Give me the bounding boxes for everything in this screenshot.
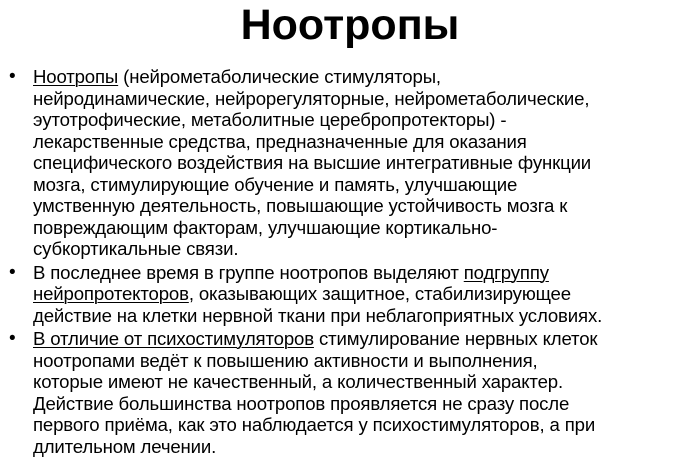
text-line — [33, 328, 700, 350]
text-line — [33, 66, 700, 88]
term-psychostimulants: В отличие от психостимуляторов — [33, 328, 314, 349]
bullet-dot-icon: • — [9, 66, 16, 87]
text-line: длительном лечении. — [33, 435, 217, 457]
bullet-text — [33, 262, 700, 327]
bullet-neuroprotectors — [0, 262, 700, 327]
text-line: повреждающим факторам, улучшающие кортикально- — [33, 216, 498, 238]
bullet-list — [0, 66, 700, 459]
bullet-definition — [0, 66, 700, 260]
text-line — [33, 262, 700, 284]
term-subgroup: подгруппу — [463, 261, 549, 283]
text-line: субкортикальные связи. — [33, 238, 239, 259]
text-line: которые имеют не качественный, а количественный характер. — [33, 371, 563, 392]
term-nootropics: Ноотропы — [33, 66, 119, 87]
term-neuroprotectors: нейропротекторов — [33, 283, 189, 304]
text-line: нейродинамические, нейрорегуляторные, нейрометаболические, — [33, 87, 590, 109]
bullet-dot-icon: • — [9, 261, 16, 283]
text-line: действие на клетки нервной ткани при неблагоприятных условиях. — [33, 304, 603, 326]
text-line: ноотропами ведёт к повышению активности и выполнения, — [33, 349, 538, 371]
text-line: Действие большинства ноотропов проявляется не сразу после — [33, 392, 570, 414]
text-line: мозга, стимулирующие обучение и память, улучшающие — [33, 173, 518, 195]
bullet-psychostimulants — [0, 328, 700, 457]
text-line: эутотрофические, метаболитные церебропротекторы) - — [33, 109, 507, 130]
text-span: В последнее время в группе ноотропов выделяют — [33, 261, 464, 283]
text-span: стимулирование нервных клеток — [313, 328, 598, 349]
text-span: (нейрометаболические стимуляторы, — [118, 66, 441, 87]
text-line: умственную деятельность, повышающие устойчивость мозга к — [33, 195, 568, 216]
bullet-text — [33, 66, 700, 260]
slide-title: Ноотропы — [240, 1, 460, 49]
text-line — [33, 283, 700, 305]
text-line: специфического воздействия на высшие интегративные функции — [33, 152, 592, 173]
text-line: первого приёма, как это наблюдается у психостимуляторов, а при — [33, 414, 596, 435]
bullet-text — [33, 328, 700, 457]
text-span: , оказывающих защитное, стабилизирующее — [188, 283, 571, 304]
text-line: лекарственные средства, предназначенные для оказания — [33, 130, 527, 152]
bullet-dot-icon: • — [9, 328, 16, 349]
